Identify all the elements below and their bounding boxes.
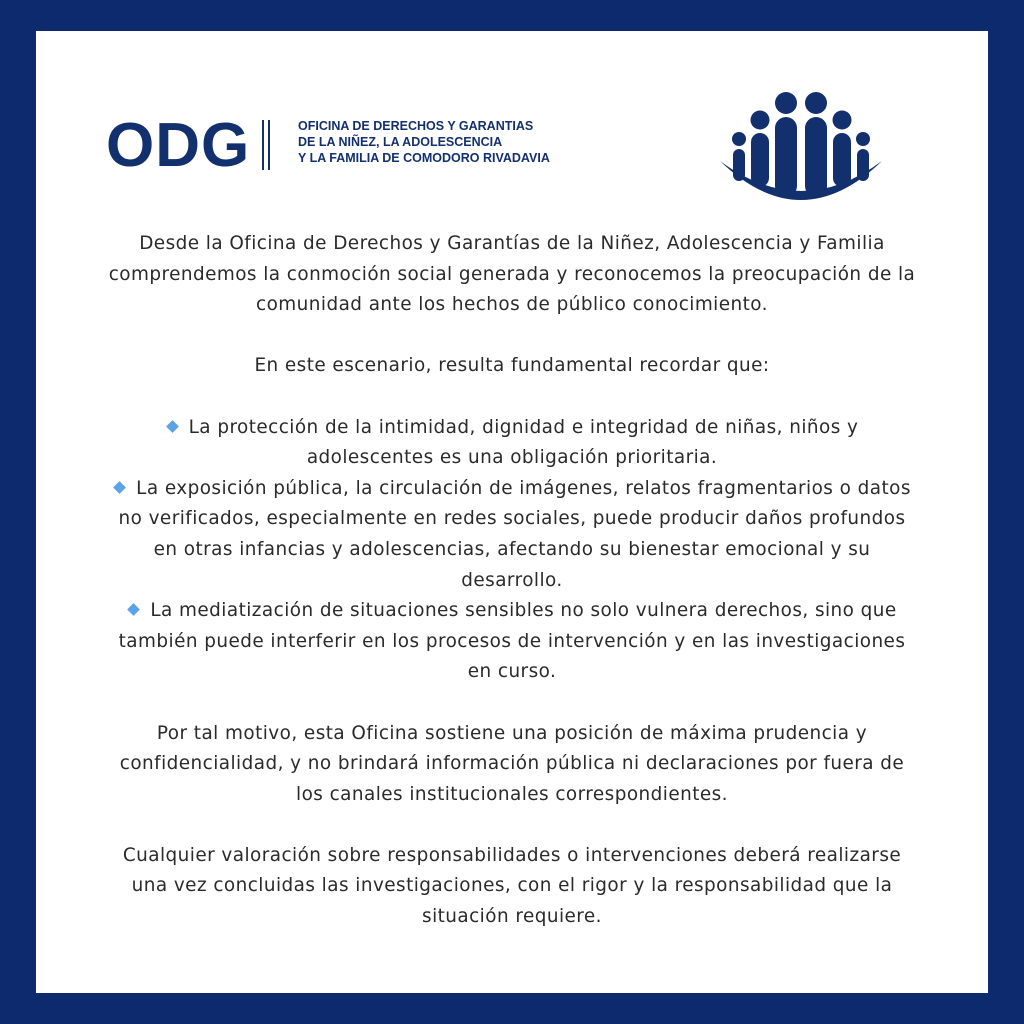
statement-card [36, 31, 988, 993]
text-line: comunidad ante los hechos de público conocimiento. [256, 294, 768, 316]
people-family-emblem-icon [716, 89, 886, 211]
bullet-item [36, 596, 988, 688]
text-line: Cualquier valoración sobre responsabilidades o intervenciones deberá realizarse [122, 844, 902, 866]
text-line: La mediatización de situaciones sensibles no solo vulnera derechos, sino que [150, 600, 897, 622]
text-line: comprendemos la conmoción social generada y reconocemos la preocupación de la [108, 263, 916, 285]
text-line: confidencialidad, y no brindará información pública ni declaraciones por fuera de [119, 753, 905, 775]
text-line: Por tal motivo, esta Oficina sostiene una posición de máxima prudencia y [156, 722, 868, 744]
logo-line-2: DE LA NIÑEZ, LA ADOLESCENCIA [298, 135, 503, 149]
intro-paragraph [36, 229, 988, 321]
text-line: en curso. [467, 661, 557, 683]
text-line: en otras infancias y adolescencias, afectando su bienestar emocional y su [153, 538, 871, 560]
logo-line-1: OFICINA DE DERECHOS Y GARANTIAS [298, 119, 534, 133]
text-line: Desde la Oficina de Derechos y Garantías de la Niñez, Adolescencia y Familia [139, 233, 885, 254]
logo-office-name [298, 118, 550, 166]
text-line: adolescentes es una obligación prioritaria. [306, 447, 718, 469]
text-line: situación requiere. [422, 906, 602, 928]
text-line: no verificados, especialmente en redes sociales, puede producir daños profundos [118, 508, 906, 530]
closing-paragraph-1 [36, 719, 988, 811]
bullet-item [36, 413, 988, 474]
closing-paragraph-2 [36, 841, 988, 933]
text-line: La exposición pública, la circulación de imágenes, relatos fragmentarios o datos [136, 477, 911, 499]
logo-line-3: Y LA FAMILIA DE COMODORO RIVADAVIA [298, 151, 550, 165]
diamond-bullet-icon [127, 603, 140, 616]
text-line: los canales institucionales correspondientes. [296, 783, 728, 805]
text-line: también puede interferir en los procesos de intervención y en las investigaciones [118, 630, 906, 652]
statement-body [36, 229, 988, 933]
diamond-bullet-icon [113, 481, 126, 494]
logo-divider-bars [262, 120, 272, 170]
header [36, 31, 988, 221]
text-line: una vez concluidas las investigaciones, con el rigor y la responsabilidad que la [131, 875, 893, 897]
bullet-list [36, 413, 988, 688]
lead-paragraph: En este escenario, resulta fundamental recordar que: [254, 355, 770, 377]
text-line: desarrollo. [461, 569, 563, 591]
diamond-bullet-icon [166, 420, 179, 433]
odg-logo-acronym: ODG [106, 111, 251, 180]
bullet-item [36, 474, 988, 596]
text-line: La protección de la intimidad, dignidad e integridad de niñas, niños y [188, 416, 859, 438]
